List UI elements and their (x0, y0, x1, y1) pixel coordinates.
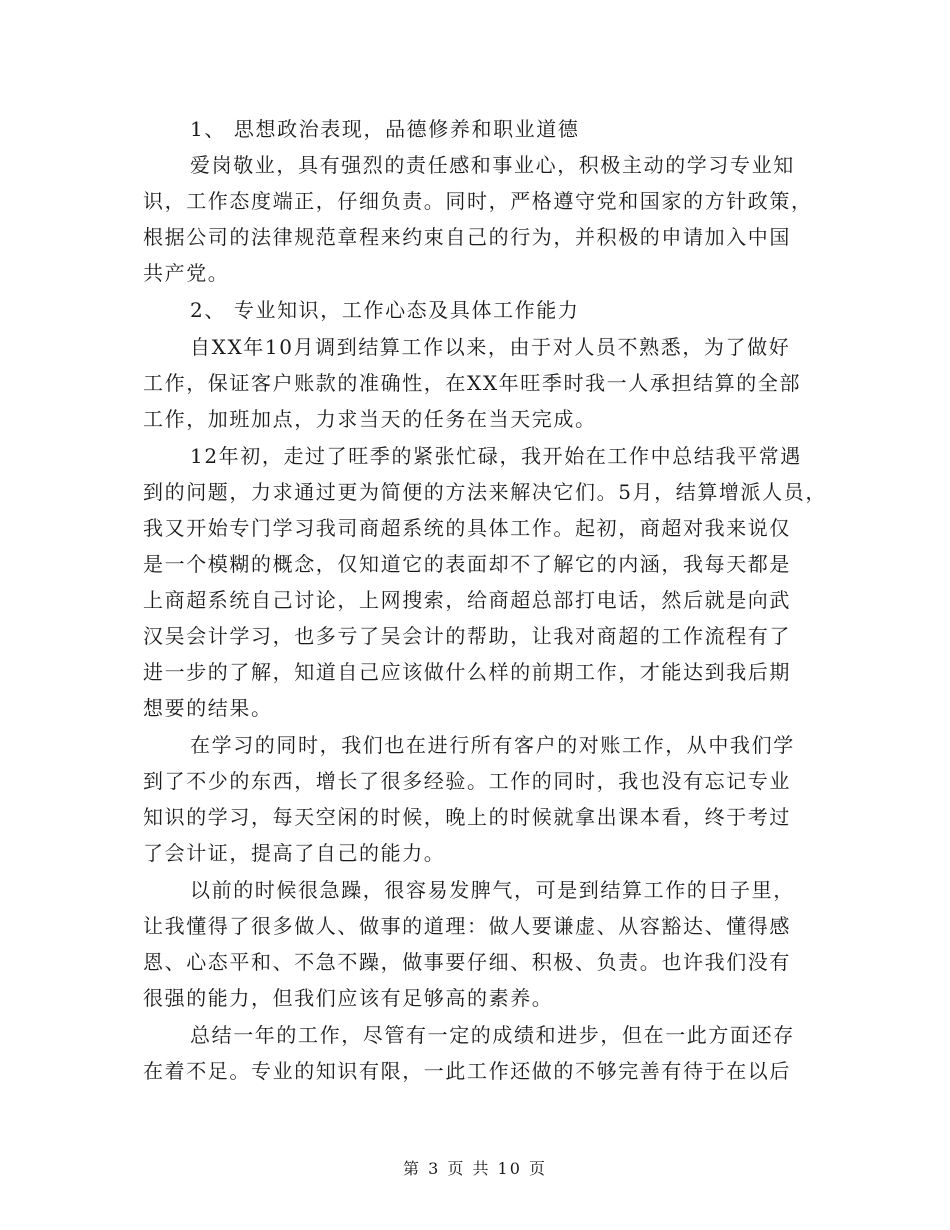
paragraph-line: 爱岗敬业，具有强烈的责任感和事业心，积极主动的学习专业知 (190, 153, 795, 177)
paragraph-line: 工作，加班加点，力求当天的任务在当天完成。 (143, 407, 597, 431)
paragraph-line: 很强的能力，但我们应该有足够高的素养。 (143, 986, 554, 1010)
paragraph-line: 工作，保证客户账款的准确性，在XX年旺季时我一人承担结算的全部 (143, 371, 802, 395)
paragraph-line: 共产党。 (143, 261, 230, 285)
paragraph-line: 恩、心态平和、不急不躁，做事要仔细、积极、负责。也许我们没有 (143, 950, 791, 974)
paragraph-line: 12年初，走过了旺季的紧张忙碌，我开始在工作中总结我平常遇 (190, 444, 802, 468)
paragraph-line: 到了不少的东西，增长了很多经验。工作的同时，我也没有忘记专业 (143, 769, 791, 793)
paragraph-line: 上商超系统自己讨论，上网搜索，给商超总部打电话，然后就是向武 (143, 588, 791, 612)
paragraph-line: 是一个模糊的概念，仅知道它的表面却不了解它的内涵，我每天都是 (143, 552, 791, 576)
paragraph-line: 让我懂得了很多做人、做事的道理：做人要谦虚、从容豁达、懂得感 (143, 914, 791, 938)
paragraph-line: 在着不足。专业的知识有限，一此工作还做的不够完善有待于在以后 (143, 1059, 791, 1083)
paragraph-line: 汉吴会计学习，也多亏了吴会计的帮助，让我对商超的工作流程有了 (143, 624, 791, 648)
paragraph-line: 自XX年10月调到结算工作以来，由于对人员不熟悉，为了做好 (190, 335, 791, 359)
section-heading-2: 2、 专业知识，工作心态及具体工作能力 (190, 298, 580, 322)
paragraph-line: 进一步的了解，知道自己应该做什么样的前期工作，才能达到我后期 (143, 660, 791, 684)
section-heading-1: 1、 思想政治表现，品德修养和职业道德 (190, 117, 580, 141)
paragraph-line: 想要的结果。 (143, 696, 273, 720)
paragraph-line: 总结一年的工作，尽管有一定的成绩和进步，但在一此方面还存 (190, 1023, 795, 1047)
paragraph-line: 以前的时候很急躁，很容易发脾气，可是到结算工作的日子里， (190, 878, 795, 902)
paragraph-line: 识，工作态度端正，仔细负责。同时，严格遵守党和国家的方针政策， (143, 189, 813, 213)
paragraph-line: 在学习的同时，我们也在进行所有客户的对账工作，从中我们学 (190, 733, 795, 757)
paragraph-line: 根据公司的法律规范章程来约束自己的行为，并积极的申请加入中国 (143, 225, 791, 249)
paragraph-line: 了会计证，提高了自己的能力。 (143, 841, 446, 865)
paragraph-line: 到的问题，力求通过更为简便的方法来解决它们。5月，结算增派人员， (143, 480, 827, 504)
paragraph-line: 知识的学习，每天空闲的时候，晚上的时候就拿出课本看，终于考过 (143, 805, 791, 829)
page-number: 第 3 页 共 10 页 (403, 1159, 547, 1178)
paragraph-line: 我又开始专门学习我司商超系统的具体工作。起初，商超对我来说仅 (143, 516, 791, 540)
